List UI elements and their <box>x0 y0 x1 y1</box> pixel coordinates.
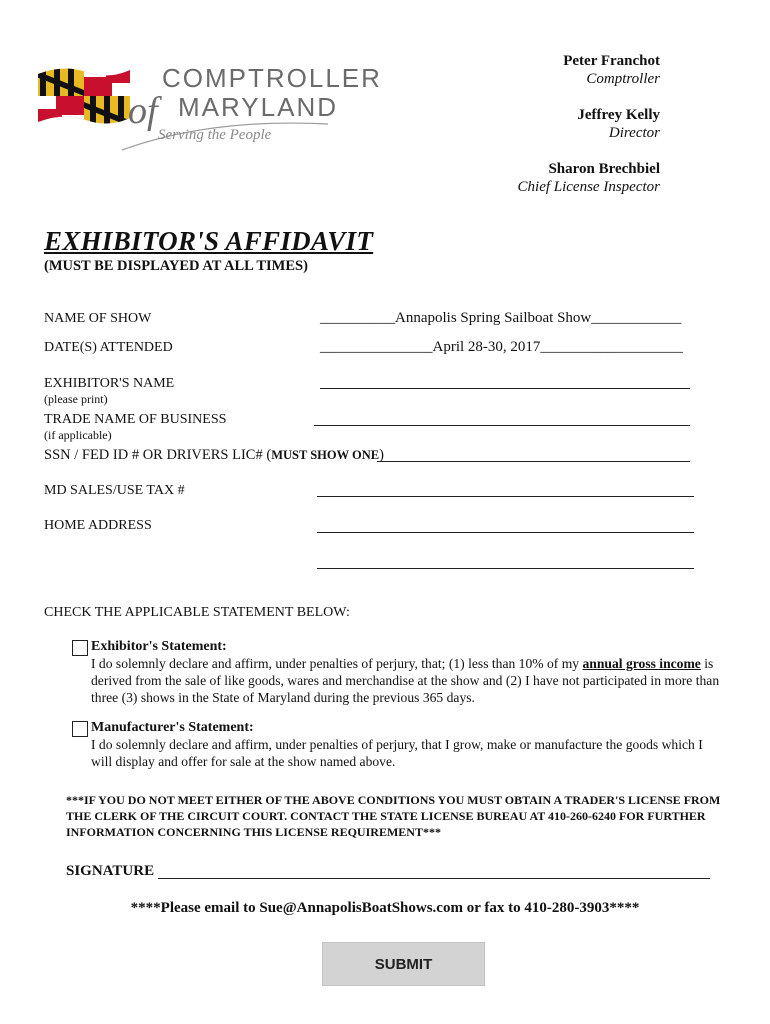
official-title: Chief License Inspector <box>517 179 660 195</box>
form-subtitle: (MUST BE DISPLAYED AT ALL TIMES) <box>44 258 308 274</box>
check-prompt: CHECK THE APPLICABLE STATEMENT BELOW: <box>44 605 350 620</box>
manufacturer-statement-heading: Manufacturer's Statement: <box>91 720 254 735</box>
exhibitor-name-label: EXHIBITOR'S NAME <box>44 376 175 391</box>
signature-label: SIGNATURE <box>66 863 155 879</box>
annual-gross-income-emphasis: annual gross income <box>582 656 701 671</box>
officials-block <box>518 52 660 214</box>
trader-license-warning: ***IF YOU DO NOT MEET EITHER OF THE ABOVE CONDITIONS YOU MUST OBTAIN A TRADER'S LICENSE FROM THE CLERK OF THE CIRCUIT COURT. CONTACT THE STATE LICENSE BUREAU AT 410-260-6240 FOR FURTHER INFORMATION CONCERNING THIS LICENSE REQUIREMENT*** <box>66 793 721 839</box>
dates-label: DATE(S) ATTENDED <box>44 340 173 355</box>
address-label: HOME ADDRESS <box>44 518 152 533</box>
logo-comptroller-text: COMPTROLLER <box>162 63 382 93</box>
maryland-flag-icon <box>34 64 134 128</box>
comptroller-logo <box>30 58 382 154</box>
address-field-line-2[interactable] <box>317 552 694 569</box>
submit-button[interactable]: SUBMIT <box>322 942 485 986</box>
official-title: Comptroller <box>586 71 660 87</box>
tax-label: MD SALES/USE TAX # <box>44 483 185 498</box>
exhibitor-name-hint: (please print) <box>44 392 108 406</box>
trade-name-label: TRADE NAME OF BUSINESS <box>44 412 227 427</box>
dates-value[interactable]: _______________April 28-30, 2017___________________ <box>320 339 683 355</box>
email-instruction: ****Please email to Sue@AnnapolisBoatShows.com or fax to 410-280-3903**** <box>130 900 640 916</box>
exhibitor-statement-checkbox[interactable] <box>72 640 88 656</box>
form-title: EXHIBITOR'S AFFIDAVIT <box>44 226 374 256</box>
show-name-label: NAME OF SHOW <box>44 311 152 326</box>
official-name: Peter Franchot <box>563 53 660 69</box>
trade-name-hint: (if applicable) <box>44 428 112 442</box>
show-name-value[interactable]: __________Annapolis Spring Sailboat Show____________ <box>320 310 682 326</box>
logo-tagline: Serving the People <box>158 127 272 143</box>
exhibitor-statement-heading: Exhibitor's Statement: <box>91 639 227 654</box>
exhibitor-name-field[interactable] <box>320 372 690 389</box>
official-name: Sharon Brechbiel <box>548 161 660 177</box>
logo-of-text: of <box>128 90 158 132</box>
address-field-line-1[interactable] <box>317 516 694 533</box>
ssn-field[interactable] <box>377 445 690 462</box>
exhibitor-statement-text: I do solemnly declare and affirm, under penalties of perjury, that; (1) less than 10% of my annual gross income is derived from the sale of like goods, wares and merchandise at the show and (2) I have not participated in more than three (3) shows in the State of Maryland during the previous 365 days. <box>91 656 720 705</box>
manufacturer-statement-checkbox[interactable] <box>72 721 88 737</box>
manufacturer-statement-text: I do solemnly declare and affirm, under penalties of perjury, that I grow, make or manufacture the goods which I will display and offer for sale at the show named above. <box>91 737 703 769</box>
ssn-label: SSN / FED ID # OR DRIVERS LIC# (MUST SHOW ONE) <box>44 447 384 463</box>
official-title: Director <box>608 125 660 141</box>
official-name: Jeffrey Kelly <box>577 107 660 123</box>
signature-field[interactable] <box>158 862 710 879</box>
tax-field[interactable] <box>317 480 694 497</box>
trade-name-field[interactable] <box>314 409 690 426</box>
logo-maryland-text: MARYLAND <box>178 92 339 122</box>
